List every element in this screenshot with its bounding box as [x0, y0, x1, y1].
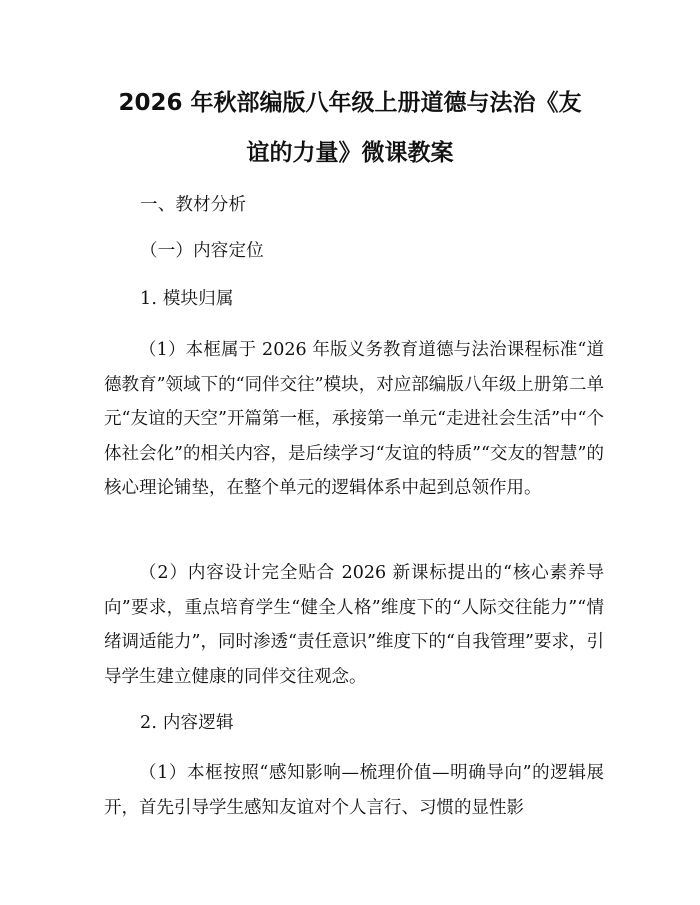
paragraph-module-1: （1）本框属于 2026 年版义务教育道德与法治课程标准“道德教育”领域下的“同伴交往”模块，对应部编版八年级上册第二单元“友谊的天空”开篇第一框，承接第一单元“走进社会生活”中“个体社会化”的相关内容，是后续学习“友谊的特质”“交友的智慧”的核心理论铺垫，在整个单元的逻辑体系中起到总领作用。	[104, 340, 604, 498]
paragraph-logic-1: （1）本框按照“感知影响—梳理价值—明确导向”的逻辑展开，首先引导学生感知友谊对个人言行、习惯的显性影	[104, 763, 604, 818]
subsection-heading-content-positioning: （一）内容定位	[140, 241, 264, 261]
item-heading-content-logic: 2. 内容逻辑	[140, 713, 234, 733]
title-line-1: 2026 年秋部编版八年级上册道德与法治《友	[118, 90, 582, 116]
paragraph-module-2: （2）内容设计完全贴合 2026 新课标提出的“核心素养导向”要求，重点培育学生“健全人格”维度下的“人际交往能力”“情绪调适能力”，同时渗透“责任意识”维度下的“自我管理”要求，引导学生建立健康的同伴交往观念。	[104, 563, 604, 687]
section-heading-textbook-analysis: 一、教材分析	[140, 195, 247, 215]
item-heading-module: 1. 模块归属	[140, 289, 234, 309]
title-line-2: 谊的力量》微课教案	[246, 140, 454, 166]
document-title	[90, 78, 610, 178]
